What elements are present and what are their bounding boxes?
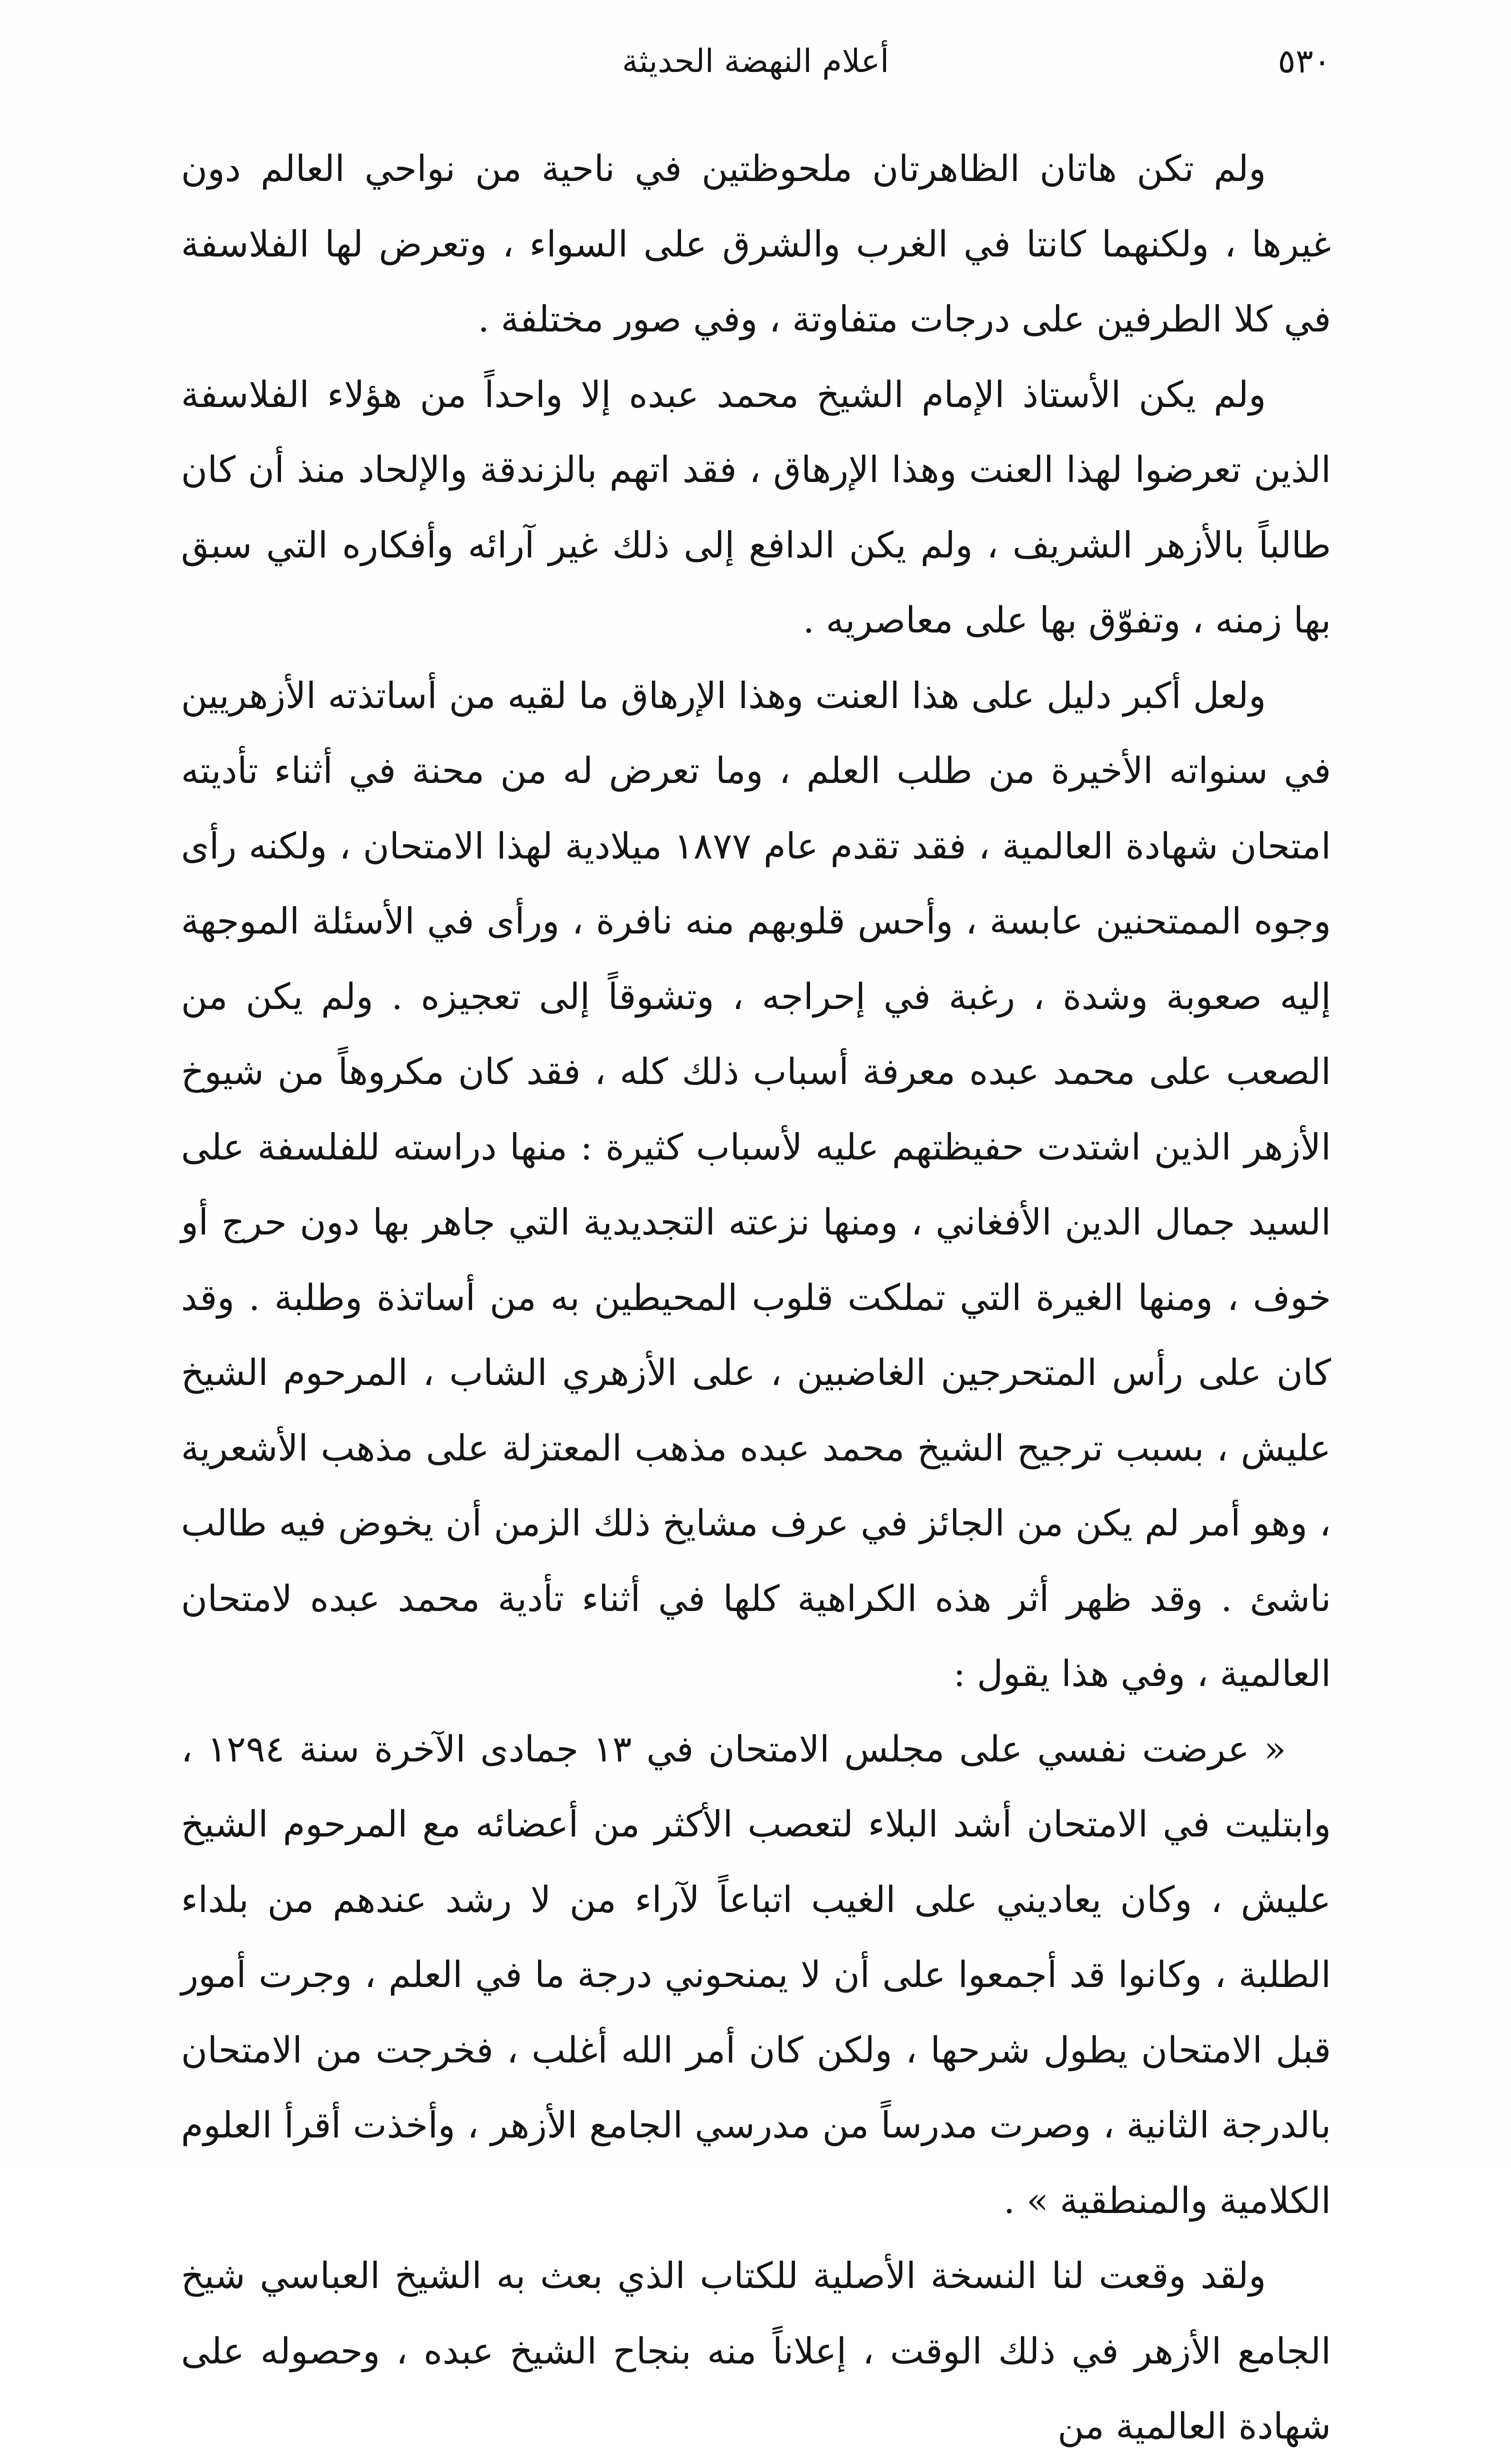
paragraph-5: ولقد وقعت لنا النسخة الأصلية للكتاب الذي بعث به الشيخ العباسي شيخ الجامع الأزهر في ذلك الوقت ، إعلاناً منه بنجاح الشيخ عبده ، وحصوله على شهادة العالمية من xyxy=(181,2254,1331,2447)
paragraph-1: ولم تكن هاتان الظاهرتان ملحوظتين في ناحية من نواحي العالم دون غيرها ، ولكنهما كانتا في الغرب والشرق على السواء ، وتعرض لها الفلاسفة في كلا الطرفين على درجات متفاوتة ، وفي صور مختلفة . xyxy=(181,148,1331,340)
body-text xyxy=(181,131,1331,2464)
paragraph-3: ولعل أكبر دليل على هذا العنت وهذا الإرهاق ما لقيه من أساتذته الأزهريين في سنواته الأخيرة من طلب العلم ، وما تعرض له من محنة في أثناء تأديته امتحان شهادة العالمية ، فقد تقدم عام ١٨٧٧ ميلادية لهذا الامتحان ، ولكنه رأى وجوه الممتحنين عابسة ، وأحس قلوبهم منه نافرة ، ورأى في الأسئلة الموجهة إليه صعوبة وشدة ، رغبة في إحراجه ، وتشوقاً إلى تعجيزه . ولم يكن من الصعب على محمد عبده معرفة أسباب ذلك كله ، فقد كان مكروهاً من شيوخ الأزهر الذين اشتدت حفيظتهم عليه لأسباب كثيرة : منها دراسته للفلسفة على السيد جمال الدين الأفغاني ، ومنها نزعته التجديدية التي جاهر بها دون حرج أو خوف ، ومنها الغيرة التي تملكت قلوب المحيطين به من أساتذة وطلبة . وقد كان على رأس المتحرجين الغاضبين ، على الأزهري الشاب ، المرحوم الشيخ عليش ، بسبب ترجيح الشيخ محمد عبده مذهب المعتزلة على مذهب الأشعرية ، وهو أمر لم يكن من الجائز في عرف مشايخ ذلك الزمن أن يخوض فيه طالب ناشئ . وقد ظهر أثر هذه الكراهية كلها في أثناء تأدية محمد عبده لامتحان العالمية ، وفي هذا يقول : xyxy=(181,674,1332,1694)
book-title: أعلام النهضة الحديثة xyxy=(622,43,889,80)
running-header xyxy=(180,39,1331,84)
page-number: ٥٣٠ xyxy=(1278,42,1331,80)
quotation-paragraph: « عرضت نفسي على مجلس الامتحان في ١٣ جمادى الآخرة سنة ١٢٩٤ ، وابتليت في الامتحان أشد البلاء لتعصب الأكثر من أعضائه مع المرحوم الشيخ عليش ، وكان يعاديني على الغيب اتباعاً لآراء من لا رشد عندهم من بلداء الطلبة ، وكانوا قد أجمعوا على أن لا يمنحوني درجة ما في العلم ، وجرت أمور قبل الامتحان يطول شرحها ، ولكن كان أمر الله أغلب ، فخرجت من الامتحان بالدرجة الثانية ، وصرت مدرساً من مدرسي الجامع الأزهر ، وأخذت أقرأ العلوم الكلامية والمنطقية » . xyxy=(181,1728,1332,2222)
paragraph-2: ولم يكن الأستاذ الإمام الشيخ محمد عبده إلا واحداً من هؤلاء الفلاسفة الذين تعرضوا لهذا العنت وهذا الإرهاق ، فقد اتهم بالزندقة والإلحاد منذ أن كان طالباً بالأزهر الشريف ، ولم يكن الدافع إلى ذلك غير آرائه وأفكاره التي سبق بها زمنه ، وتفوّق بها على معاصريه . xyxy=(181,373,1331,641)
